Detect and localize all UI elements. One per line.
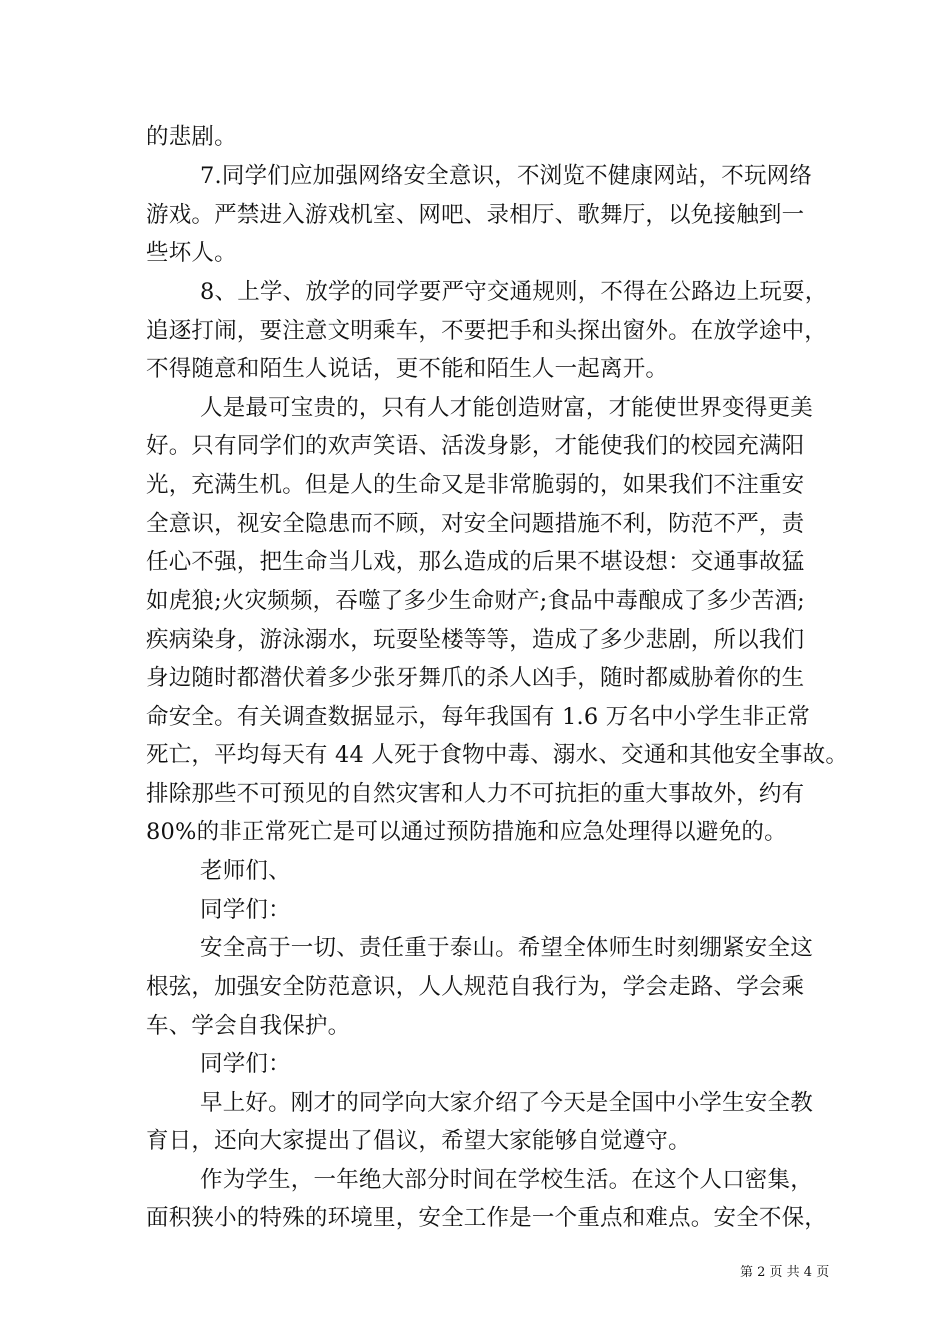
text-line: 车、学会自我保护。 (146, 1013, 351, 1039)
text-line: 任心不强，把生命当儿戏，那么造成的后果不堪设想：交通事故猛 (146, 549, 805, 575)
text-line: 根弦，加强安全防范意识，人人规范自我行为，学会走路、学会乘 (146, 974, 805, 1000)
text-line: 死亡，平均每天有 44 人死于食物中毒、溺水、交通和其他安全事故。 (146, 742, 849, 768)
text-line: 排除那些不可预见的自然灾害和人力不可抗拒的重大事故外，约有 (146, 781, 805, 807)
text-line: 的悲剧。 (146, 124, 237, 150)
page-number: 第 2 页 共 4 页 (740, 1265, 830, 1280)
text-line: 作为学生，一年绝大部分时间在学校生活。在这个人口密集， (200, 1167, 813, 1193)
text-line: 全意识，视安全隐患而不顾，对安全问题措施不利，防范不严，责 (146, 511, 805, 537)
text-line: 疾病染身，游泳溺水，玩耍坠楼等等，造成了多少悲剧，所以我们 (146, 627, 805, 653)
text-line: 不得随意和陌生人说话，更不能和陌生人一起离开。 (146, 356, 669, 382)
text-line: 追逐打闹，要注意文明乘车，不要把手和头探出窗外。在放学途中， (146, 318, 828, 344)
text-line: 80%的非正常死亡是可以通过预防措施和应急处理得以避免的。 (146, 819, 787, 845)
text-line: 同学们： (200, 897, 291, 923)
text-line: 如虎狼;火灾频频，吞噬了多少生命财产;食品中毒酿成了多少苦酒; (146, 588, 805, 614)
text-line: 光，充满生机。但是人的生命又是非常脆弱的，如果我们不注重安 (146, 472, 805, 498)
text-line: 游戏。严禁进入游戏机室、网吧、录相厅、歌舞厅，以免接触到一 (146, 202, 805, 228)
text-line: 些坏人。 (146, 240, 237, 266)
text-line: 安全高于一切、责任重于泰山。希望全体师生时刻绷紧安全这 (200, 935, 813, 961)
text-line: 8、上学、放学的同学要严守交通规则，不得在公路边上玩耍， (200, 279, 828, 305)
text-line: 命安全。有关调查数据显示，每年我国有 1.6 万名中小学生非正常 (146, 704, 810, 730)
text-line: 7.同学们应加强网络安全意识，不浏览不健康网站，不玩网络 (200, 163, 813, 189)
text-line: 育日，还向大家提出了倡议，希望大家能够自觉遵守。 (146, 1128, 691, 1154)
text-line: 面积狭小的特殊的环境里，安全工作是一个重点和难点。安全不保， (146, 1205, 828, 1231)
text-line: 好。只有同学们的欢声笑语、活泼身影，才能使我们的校园充满阳 (146, 433, 805, 459)
text-line: 身边随时都潜伏着多少张牙舞爪的杀人凶手，随时都威胁着你的生 (146, 665, 805, 691)
text-line: 早上好。刚才的同学向大家介绍了今天是全国中小学生安全教 (200, 1090, 813, 1116)
text-line: 人是最可宝贵的，只有人才能创造财富，才能使世界变得更美 (200, 395, 813, 421)
text-line: 同学们： (200, 1051, 291, 1077)
text-line: 老师们、 (200, 858, 291, 884)
